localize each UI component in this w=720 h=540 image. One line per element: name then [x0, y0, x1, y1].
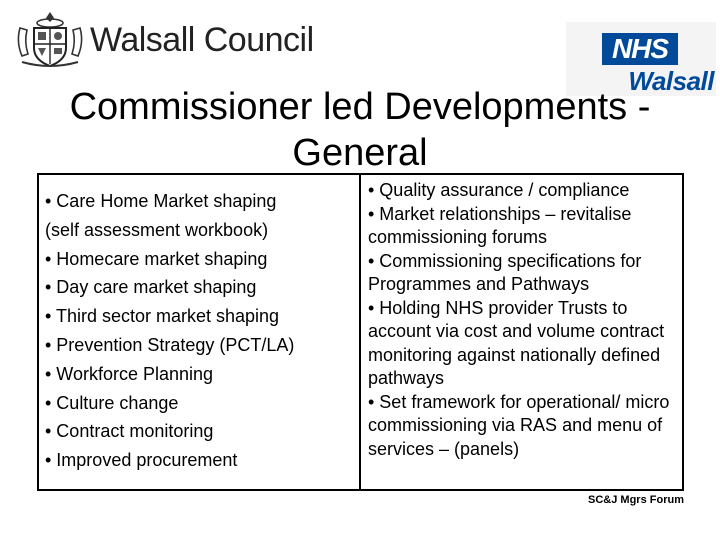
list-item: • Commissioning specifications for Programmes and Pathways: [368, 250, 642, 294]
list-item: • Day care market shaping: [45, 277, 257, 298]
list-item: • Care Home Market shaping: [45, 191, 277, 211]
footer-label: SC&J Mgrs Forum: [588, 494, 684, 506]
council-name: Walsall Council: [90, 21, 314, 59]
list-item: • Market relationships – revitalise commissioning forums: [368, 203, 632, 247]
nhs-badge: NHS: [602, 33, 678, 65]
list-item: • Holding NHS provider Trusts to account via cost and volume contract monitoring against nationally defined pathways: [368, 297, 665, 388]
left-column: [39, 175, 361, 489]
list-item: • Prevention Strategy (PCT/LA): [45, 334, 295, 355]
list-item: • Workforce Planning: [45, 363, 214, 384]
council-crest-icon: [14, 8, 86, 70]
right-column: [361, 175, 682, 489]
right-bullet-list: [368, 179, 676, 461]
list-item: (self assessment workbook): [45, 219, 269, 240]
list-item: • Set framework for operational/ micro commissioning via RAS and menu of services – (panels): [368, 391, 670, 459]
list-item: • Improved procurement: [45, 450, 238, 471]
list-item: • Third sector market shaping: [45, 306, 280, 327]
left-bullet-list: [45, 187, 353, 475]
walsall-council-logo: [10, 6, 314, 70]
list-item: • Contract monitoring: [45, 421, 214, 442]
slide-title-line1: Commissioner led Developments -: [69, 86, 651, 128]
slide-title: [20, 84, 700, 176]
list-item: • Quality assurance / compliance: [368, 180, 630, 200]
nhs-org-name: Walsall: [628, 66, 714, 96]
list-item: • Homecare market shaping: [45, 248, 268, 269]
list-item: • Culture change: [45, 392, 179, 413]
slide-title-line2: General: [292, 132, 428, 174]
content-table: [37, 173, 684, 491]
